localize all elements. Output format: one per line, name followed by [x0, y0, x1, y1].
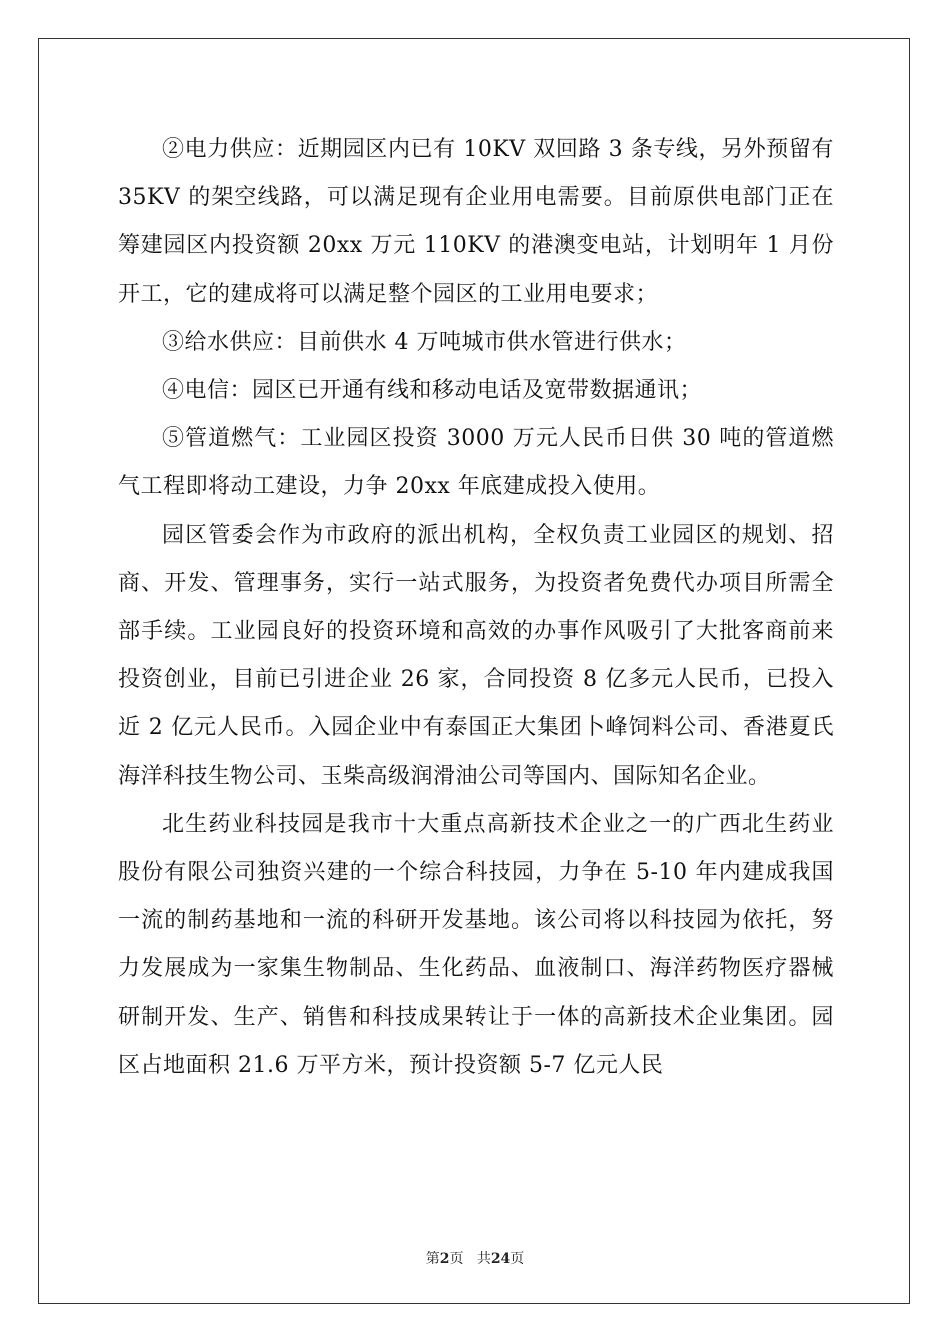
paragraph-gas-pipeline: ⑤管道燃气：工业园区投资 3000 万元人民币日供 30 吨的管道燃气工程即将动工建设，力争 20xx 年底建成投入使用。 [118, 426, 834, 500]
page-suffix: 页 [449, 1251, 464, 1267]
paragraph-beisheng-park: 北生药业科技园是我市十大重点高新技术企业之一的广西北生药业股份有限公司独资兴建的一个综合科技园，力争在 5-10 年内建成我国一流的制药基地和一流的科研开发基地。该公司将以科技园为依托，努力发展成为一家集生物制品、生化药品、血液制口、海洋药物医疗器械研制开发、生产、销售和科技成果转让于一体的高新技术企业集团。园区占地面积 21.6 万平方米，预计投资额 5-7 亿元人民 [118, 811, 834, 1078]
paragraph-management-committee: 园区管委会作为市政府的派出机构，全权负责工业园区的规划、招商、开发、管理事务，实行一站式服务，为投资者免费代办项目所需全部手续。工业园良好的投资环境和高效的办事作风吸引了大批客商前来投资创业，目前已引进企业 26 家，合同投资 8 亿多元人民币，已投入近 2 亿元人民币。入园企业中有泰国正大集团卜峰饲料公司、香港夏氏海洋科技生物公司、玉柴高级润滑油公司等国内、国际知名企业。 [118, 522, 834, 789]
page-number: 2 [439, 1251, 450, 1267]
page-footer [0, 1248, 950, 1268]
total-pages: 24 [490, 1251, 511, 1267]
paragraph-telecom: ④电信：园区已开通有线和移动电话及宽带数据通讯； [162, 378, 703, 404]
total-suffix: 页 [510, 1251, 525, 1267]
total-prefix: 共 [476, 1251, 491, 1267]
document-body [118, 126, 834, 1090]
paragraph-power-supply: ②电力供应：近期园区内已有 10KV 双回路 3 条专线，另外预留有 35KV 的架空线路，可以满足现有企业用电需要。目前原供电部门正在筹建园区内投资额 20xx 万元 110KV 的港澳变电站，计划明年 1 月份开工，它的建成将可以满足整个园区的工业用电要求； [118, 137, 834, 307]
page-prefix: 第 [425, 1251, 440, 1267]
paragraph-water-supply: ③给水供应：目前供水 4 万吨城市供水管进行供水； [162, 329, 687, 355]
